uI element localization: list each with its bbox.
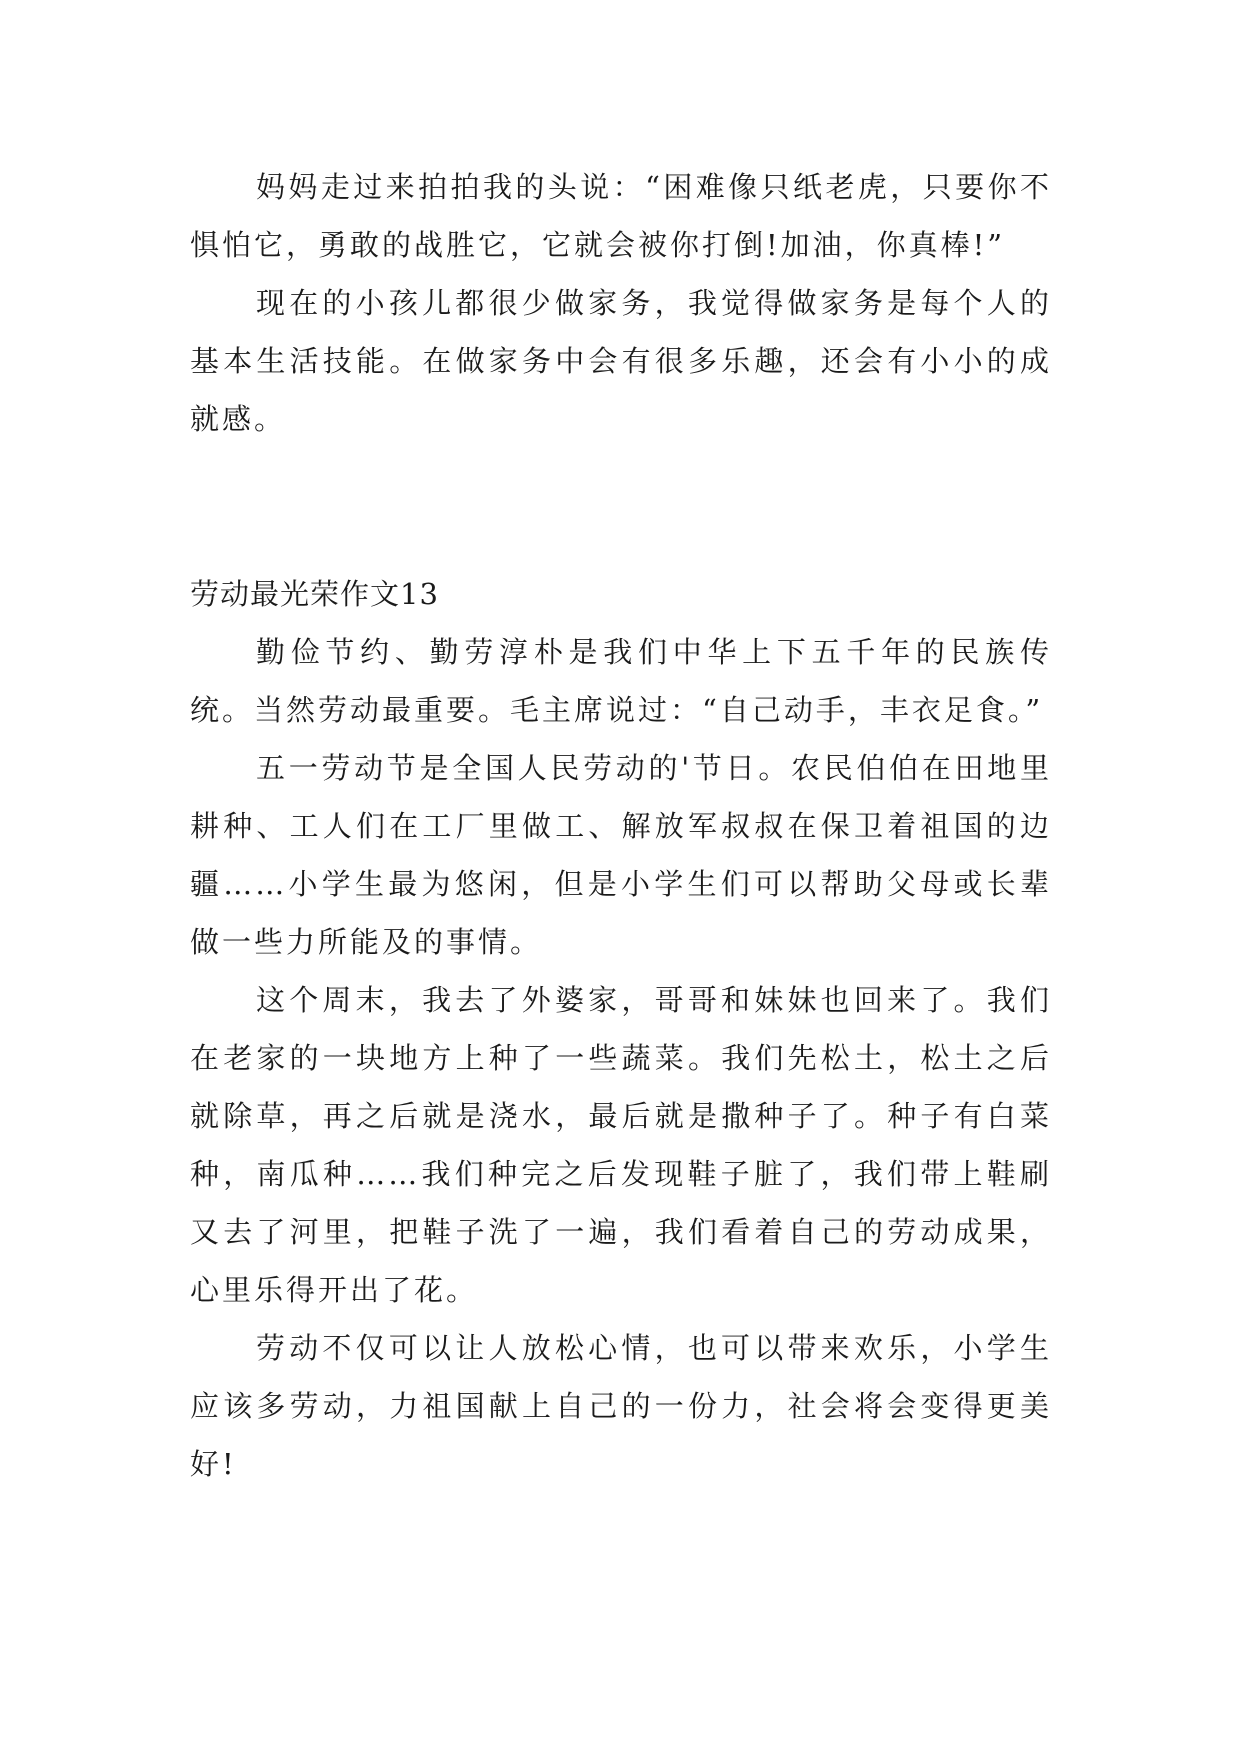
paragraph-conclusion: 劳动不仅可以让人放松心情，也可以带来欢乐，小学生应该多劳动，力祖国献上自己的一份力，社会将会变得更美好! [190,1331,1052,1481]
paragraph-mother-encouragement: 妈妈走过来拍拍我的头说：“困难像只纸老虎，只要你不惧怕它，勇敢的战胜它，它就会被你打倒!加油，你真棒!” [190,170,1052,262]
paragraph-weekend-planting: 这个周末，我去了外婆家，哥哥和妹妹也回来了。我们在老家的一块地方上种了一些蔬菜。我们先松土，松土之后就除草，再之后就是浇水，最后就是撒种子了。种子有白菜种，南瓜种……我们种完之后发现鞋子脏了，我们带上鞋刷又去了河里，把鞋子洗了一遍，我们看着自己的劳动成果，心里乐得开出了花。 [190,983,1052,1307]
essay-section [190,565,1052,1493]
intro-section [190,158,1052,448]
paragraph-labor-day: 五一劳动节是全国人民劳动的'节日。农民伯伯在田地里耕种、工人们在工厂里做工、解放军叔叔在保卫着祖国的边疆……小学生最为悠闲，但是小学生们可以帮助父母或长辈做一些力所能及的事情。 [190,751,1052,959]
paragraph-housework-skills: 现在的小孩儿都很少做家务，我觉得做家务是每个人的基本生活技能。在做家务中会有很多乐趣，还会有小小的成就感。 [190,286,1052,436]
essay-title: 劳动最光荣作文13 [190,577,439,611]
paragraph-tradition: 勤俭节约、勤劳淳朴是我们中华上下五千年的民族传统。当然劳动最重要。毛主席说过：“自己动手，丰衣足食。” [190,635,1052,727]
